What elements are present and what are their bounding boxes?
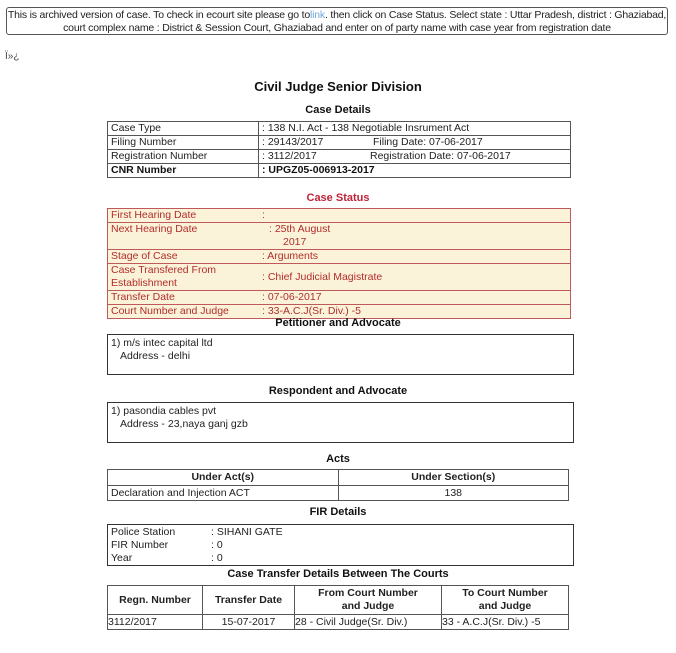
fir-value: : SIHANI GATE	[211, 526, 283, 538]
cnr-value: : UPGZ05-006913-2017	[259, 164, 571, 178]
act-section: 138	[338, 486, 569, 501]
fir-row	[111, 539, 570, 552]
case-type-label: Case Type	[108, 122, 259, 136]
column-header: Under Section(s)	[338, 470, 569, 486]
stray-bom-text: Ï»¿	[5, 51, 20, 62]
status-value: : Chief Judicial Magistrate	[259, 264, 571, 291]
petitioner-heading: Petitioner and Advocate	[275, 317, 401, 329]
table-row	[108, 291, 571, 305]
next-hearing-date-line1: : 25th August	[269, 223, 331, 235]
fir-details-box	[107, 524, 574, 566]
filing-date: Filing Date: 07-06-2017	[370, 136, 571, 150]
transfer-table	[107, 585, 569, 630]
table-row	[108, 223, 571, 250]
filing-number-value: : 29143/2017	[259, 136, 371, 150]
table-row	[108, 486, 569, 501]
transfer-heading: Case Transfer Details Between The Courts	[227, 568, 449, 580]
cnr-label: CNR Number	[108, 164, 259, 178]
respondent-name: 1) pasondia cables pvt	[111, 405, 217, 417]
status-value: : 07-06-2017	[259, 291, 571, 305]
header-line: and Judge	[341, 600, 395, 612]
column-header: Under Act(s)	[108, 470, 339, 486]
fir-label: Year	[111, 552, 133, 564]
court-title: Civil Judge Senior Division	[254, 79, 422, 94]
column-header: Regn. Number	[108, 586, 203, 615]
registration-number-label: Registration Number	[108, 150, 259, 164]
status-value: : 33-A.C.J(Sr. Div.) -5	[259, 305, 571, 319]
petitioner-box	[107, 334, 574, 375]
column-header	[295, 586, 442, 615]
header-line: From Court Number	[318, 587, 418, 599]
acts-table	[107, 469, 569, 501]
table-row	[108, 264, 571, 291]
status-value: :	[259, 209, 571, 223]
ecourt-link[interactable]: link	[310, 9, 325, 21]
header-line: To Court Number	[462, 587, 548, 599]
notice-text-before: This is archived version of case. To check in ecourt site please go to	[7, 9, 310, 21]
regn-number: 3112/2017	[108, 615, 203, 630]
table-row	[108, 250, 571, 264]
table-row	[108, 150, 571, 164]
to-court: 33 - A.C.J(Sr. Div.) -5	[442, 615, 569, 630]
status-label: Stage of Case	[108, 250, 260, 264]
respondent-box	[107, 402, 574, 443]
fir-label: FIR Number	[111, 539, 169, 551]
status-label: Court Number and Judge	[108, 305, 260, 319]
status-label: Transfer Date	[108, 291, 260, 305]
table-header-row	[108, 586, 569, 615]
fir-heading: FIR Details	[309, 506, 367, 518]
table-row	[108, 136, 571, 150]
transfer-date: 15-07-2017	[203, 615, 295, 630]
case-type-value: : 138 N.I. Act - 138 Negotiable Insrument Act	[259, 122, 571, 136]
fir-row	[111, 552, 570, 565]
next-hearing-date-line2: 2017	[283, 236, 307, 248]
case-details-heading: Case Details	[305, 104, 371, 116]
case-status-heading: Case Status	[306, 192, 370, 204]
petitioner-name: 1) m/s intec capital ltd	[111, 337, 213, 349]
status-label: First Hearing Date	[108, 209, 260, 223]
fir-value: : 0	[211, 552, 223, 564]
column-header: Transfer Date	[203, 586, 295, 615]
status-label: Case Transfered From Establishment	[108, 264, 260, 291]
act-name: Declaration and Injection ACT	[108, 486, 339, 501]
respondent-heading: Respondent and Advocate	[268, 385, 408, 397]
status-label: Next Hearing Date	[108, 223, 260, 250]
table-row	[108, 615, 569, 630]
respondent-address: Address - 23,naya ganj gzb	[120, 418, 248, 430]
notice-text-after: . then click on Case Status. Select state : Uttar Pradesh, district : Ghaziabad, court complex name : District & Session Court, Ghaziabad and enter on of party name with case year from registration date	[63, 9, 667, 34]
status-value	[259, 223, 571, 250]
table-row	[108, 209, 571, 223]
case-details-table	[107, 121, 571, 178]
header-line: and Judge	[478, 600, 532, 612]
column-header	[442, 586, 569, 615]
registration-number-value: : 3112/2017	[259, 150, 371, 164]
fir-label: Police Station	[111, 526, 176, 538]
fir-row	[111, 526, 570, 539]
filing-number-label: Filing Number	[108, 136, 259, 150]
table-row	[108, 122, 571, 136]
table-row	[108, 164, 571, 178]
petitioner-address: Address - delhi	[120, 350, 191, 362]
fir-value: : 0	[211, 539, 223, 551]
status-value: : Arguments	[259, 250, 571, 264]
table-header-row	[108, 470, 569, 486]
from-court: 28 - Civil Judge(Sr. Div.)	[295, 615, 442, 630]
registration-date: Registration Date: 07-06-2017	[370, 150, 571, 164]
acts-heading: Acts	[326, 453, 350, 465]
case-status-table	[107, 208, 571, 319]
archive-notice	[6, 7, 668, 35]
